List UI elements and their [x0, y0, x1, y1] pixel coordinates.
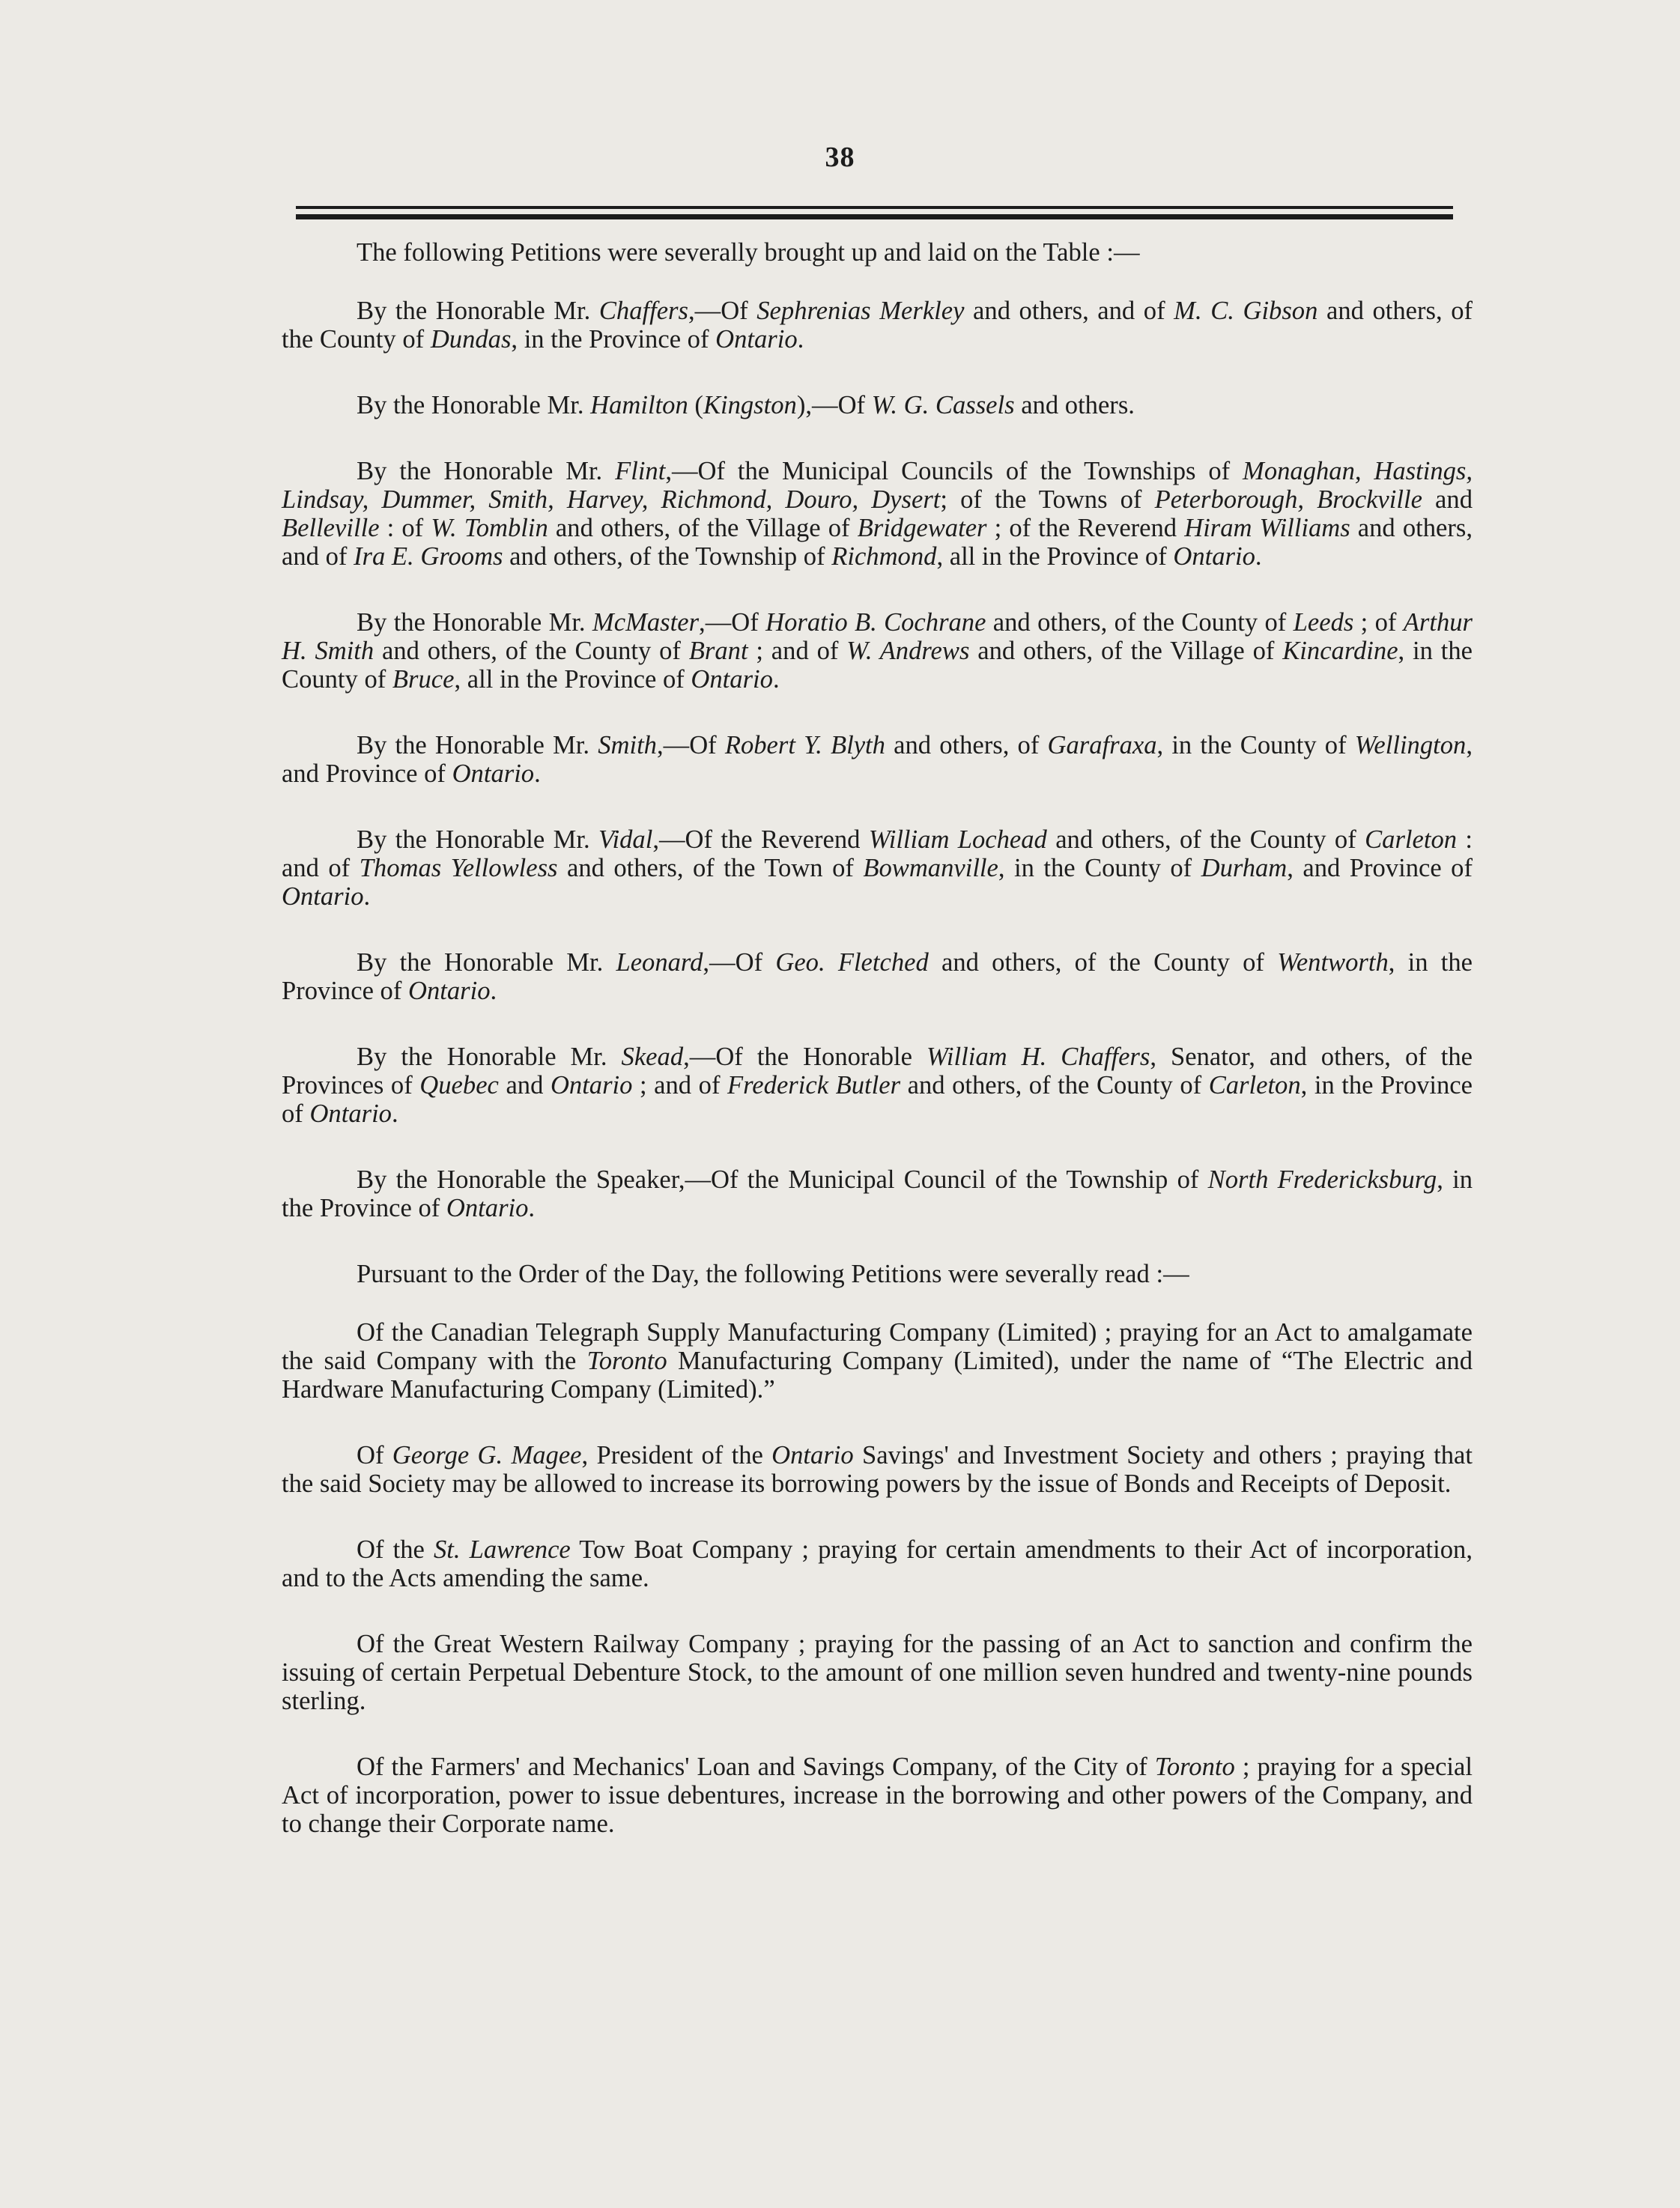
text-run: (: [688, 391, 703, 419]
italic-name: Ontario: [452, 759, 535, 788]
italic-name: Skead: [621, 1043, 684, 1071]
italic-name: Carleton: [1208, 1071, 1301, 1100]
petition-presented-paragraph: [282, 391, 1473, 419]
text-run: By the Honorable the Speaker,—Of the Municipal Council of the Township of: [357, 1165, 1208, 1194]
italic-name: Frederick Butler: [727, 1071, 901, 1100]
italic-name: Dundas: [430, 325, 512, 354]
text-run: ,—Of the Municipal Councils of the Townships of: [665, 457, 1243, 485]
italic-name: Geo. Fletched: [775, 948, 929, 977]
italic-name: Ontario: [771, 1441, 854, 1470]
italic-name: W. Tomblin: [431, 514, 548, 542]
petition-read-paragraph: [282, 1630, 1473, 1715]
italic-name: Wellington: [1354, 731, 1467, 759]
text-run: .: [528, 1194, 536, 1222]
text-run: Of the Farmers' and Mechanics' Loan and Savings Company, of the City of: [357, 1753, 1155, 1781]
text-run: , in the Province of: [282, 1071, 1473, 1128]
text-run: and others, of the Town of: [557, 854, 864, 882]
text-run: , all in the Province of: [936, 542, 1174, 571]
text-run: ,—Of the Honorable: [683, 1043, 927, 1071]
italic-name: Thomas Yellowless: [359, 854, 558, 882]
text-run: , in the County of: [998, 854, 1201, 882]
petition-read-paragraph: [282, 1535, 1473, 1592]
text-run: ; of the Towns of: [940, 485, 1155, 514]
italic-name: Kingston: [703, 391, 797, 419]
text-run: Of the Great Western Railway Company ; praying for the passing of an Act to sanction and confirm the issuing of certain Perpetual Debenture Stock, to the amount of one million seven hundred and twenty-nine pounds sterling.: [282, 1630, 1473, 1715]
italic-name: Quebec: [419, 1071, 499, 1100]
text-run: , and Province of: [1287, 854, 1473, 882]
intro-paragraph: The following Petitions were severally brought up and laid on the Table :—: [357, 238, 1140, 267]
italic-name: Ontario: [309, 1100, 392, 1128]
italic-name: Durham: [1201, 854, 1288, 882]
italic-name: Hiram Williams: [1184, 514, 1350, 542]
italic-name: Leeds: [1293, 608, 1354, 637]
text-run: , in the County of: [1156, 731, 1355, 759]
text-run: , all in the Province of: [454, 665, 691, 694]
text-run: and others, of the County of: [1046, 825, 1365, 854]
text-run: By the Honorable Mr.: [357, 297, 599, 325]
order-of-day-paragraph: Pursuant to the Order of the Day, the following Petitions were severally read :—: [357, 1260, 1189, 1288]
italic-name: Sephrenias Merkley: [756, 297, 965, 325]
petition-presented-paragraph: [282, 297, 1473, 354]
text-run: and: [1422, 485, 1473, 514]
italic-name: M. C. Gibson: [1174, 297, 1318, 325]
document-body: [282, 238, 1473, 1875]
italic-name: Ontario: [550, 1071, 633, 1100]
text-run: ; praying for a special Act of incorporation, power to issue debentures, increase in the borrowing and other powers of the Company, and to change their Corporate name.: [282, 1753, 1473, 1838]
italic-name: Peterborough, Brockville: [1154, 485, 1422, 514]
text-run: By the Honorable Mr.: [357, 1043, 622, 1071]
italic-name: Bruce: [392, 665, 455, 694]
italic-name: Bridgewater: [857, 514, 987, 542]
italic-name: William Lochead: [868, 825, 1047, 854]
header-rule-thin: [296, 206, 1453, 209]
petition-presented-paragraph: [282, 608, 1473, 694]
petitions-read-list: [282, 1318, 1473, 1838]
text-run: and others, of the Village of: [969, 637, 1283, 665]
text-run: and others, and of: [282, 514, 1473, 571]
text-run: By the Honorable Mr.: [357, 948, 616, 977]
italic-name: Ontario: [282, 882, 364, 911]
text-run: ,—Of: [656, 731, 725, 759]
text-run: ; and of: [747, 637, 847, 665]
text-run: and others, of the County of: [374, 637, 689, 665]
italic-name: Ira E. Grooms: [354, 542, 503, 571]
italic-name: McMaster: [592, 608, 700, 637]
italic-name: Vidal: [598, 825, 653, 854]
text-run: and others, of the County of: [282, 297, 1473, 354]
text-run: Of: [357, 1441, 392, 1470]
text-run: Tow Boat Company ; praying for certain amendments to their Act of incorporation, and to the Acts amending the same.: [282, 1535, 1473, 1592]
petition-presented-paragraph: [282, 1165, 1473, 1222]
italic-name: St. Lawrence: [434, 1535, 571, 1564]
text-run: and others, of the County of: [900, 1071, 1209, 1100]
italic-name: Belleville: [282, 514, 380, 542]
text-run: ; of: [1353, 608, 1404, 637]
text-run: .: [490, 977, 497, 1005]
text-run: Of the Canadian Telegraph Supply Manufacturing Company (Limited) ; praying for an Act to amalgamate the said Company with the: [282, 1318, 1473, 1375]
petition-read-paragraph: [282, 1753, 1473, 1838]
italic-name: Monaghan, Hastings, Lindsay, Dummer, Smith, Harvey, Richmond, Douro, Dysert: [282, 457, 1473, 514]
text-run: By the Honorable Mr.: [357, 731, 598, 759]
petition-presented-paragraph: [282, 457, 1473, 571]
text-run: By the Honorable Mr.: [357, 825, 598, 854]
text-run: ; and of: [632, 1071, 728, 1100]
italic-name: Bowmanville: [863, 854, 998, 882]
text-run: Manufacturing Company (Limited), under the name of “The Electric and Hardware Manufacturing Company (Limited).”: [282, 1347, 1473, 1404]
italic-name: Smith: [598, 731, 657, 759]
text-run: By the Honorable Mr.: [357, 391, 591, 419]
petition-presented-paragraph: [282, 731, 1473, 788]
text-run: and others, of: [885, 731, 1048, 759]
text-run: and others, of the County of: [928, 948, 1278, 977]
italic-name: Toronto: [1154, 1753, 1235, 1781]
italic-name: North Fredericksburg: [1207, 1165, 1437, 1194]
italic-name: Ontario: [408, 977, 491, 1005]
text-run: .: [391, 1100, 398, 1128]
text-run: , and Province of: [282, 731, 1473, 788]
text-run: , in the Province of: [282, 1165, 1473, 1222]
italic-name: Horatio B. Cochrane: [765, 608, 986, 637]
text-run: By the Honorable Mr.: [357, 608, 592, 637]
italic-name: Ontario: [715, 325, 798, 354]
italic-name: Robert Y. Blyth: [724, 731, 885, 759]
text-run: By the Honorable Mr.: [357, 457, 616, 485]
text-run: .: [534, 759, 541, 788]
italic-name: W. G. Cassels: [871, 391, 1015, 419]
text-run: ,—Of: [703, 948, 776, 977]
text-run: , Senator, and others, of the Provinces of: [282, 1043, 1473, 1100]
italic-name: William H. Chaffers: [927, 1043, 1150, 1071]
petition-presented-paragraph: [282, 1043, 1473, 1128]
petition-read-paragraph: [282, 1318, 1473, 1404]
text-run: ,—Of: [688, 297, 757, 325]
italic-name: Arthur H. Smith: [282, 608, 1473, 665]
text-run: .: [1255, 542, 1262, 571]
text-run: and others, of the Township of: [503, 542, 832, 571]
italic-name: Toronto: [586, 1347, 667, 1375]
petition-read-paragraph: [282, 1441, 1473, 1498]
text-run: and others, of the County of: [986, 608, 1294, 637]
header-rule-thick: [296, 214, 1453, 219]
petition-presented-paragraph: [282, 825, 1473, 911]
page-number: 38: [825, 142, 855, 173]
italic-name: Ontario: [446, 1194, 529, 1222]
text-run: : and of: [282, 825, 1473, 882]
italic-name: W. Andrews: [846, 637, 970, 665]
italic-name: Ontario: [691, 665, 773, 694]
text-run: .: [797, 325, 804, 354]
text-run: , in the County of: [282, 637, 1473, 694]
italic-name: Garafraxa: [1047, 731, 1157, 759]
text-run: : of: [379, 514, 431, 542]
italic-name: George G. Magee: [392, 1441, 582, 1470]
text-run: ,—Of: [699, 608, 766, 637]
italic-name: Hamilton: [590, 391, 688, 419]
italic-name: Wentworth: [1277, 948, 1389, 977]
italic-name: Ontario: [1173, 542, 1255, 571]
italic-name: Kincardine: [1282, 637, 1398, 665]
text-run: and others.: [1014, 391, 1135, 419]
text-run: and others, of the Village of: [548, 514, 858, 542]
italic-name: Chaffers: [598, 297, 688, 325]
text-run: ,—Of the Reverend: [652, 825, 869, 854]
text-run: ),—Of: [796, 391, 872, 419]
text-run: Of the: [357, 1535, 434, 1564]
petition-presented-paragraph: [282, 948, 1473, 1005]
text-run: and: [498, 1071, 551, 1100]
text-run: Savings' and Investment Society and others ; praying that the said Society may be allowed to increase its borrowing powers by the issue of Bonds and Receipts of Deposit.: [282, 1441, 1473, 1498]
text-run: , in the Province of: [511, 325, 716, 354]
text-run: .: [363, 882, 371, 911]
text-run: and others, and of: [964, 297, 1174, 325]
italic-name: Brant: [688, 637, 748, 665]
italic-name: Richmond: [831, 542, 937, 571]
petitions-presented-list: [282, 297, 1473, 1222]
italic-name: Leonard: [616, 948, 703, 977]
text-run: , in the Province of: [282, 948, 1473, 1005]
text-run: , President of the: [581, 1441, 772, 1470]
text-run: ; of the Reverend: [986, 514, 1185, 542]
italic-name: Flint: [615, 457, 666, 485]
italic-name: Carleton: [1365, 825, 1458, 854]
text-run: .: [772, 665, 780, 694]
